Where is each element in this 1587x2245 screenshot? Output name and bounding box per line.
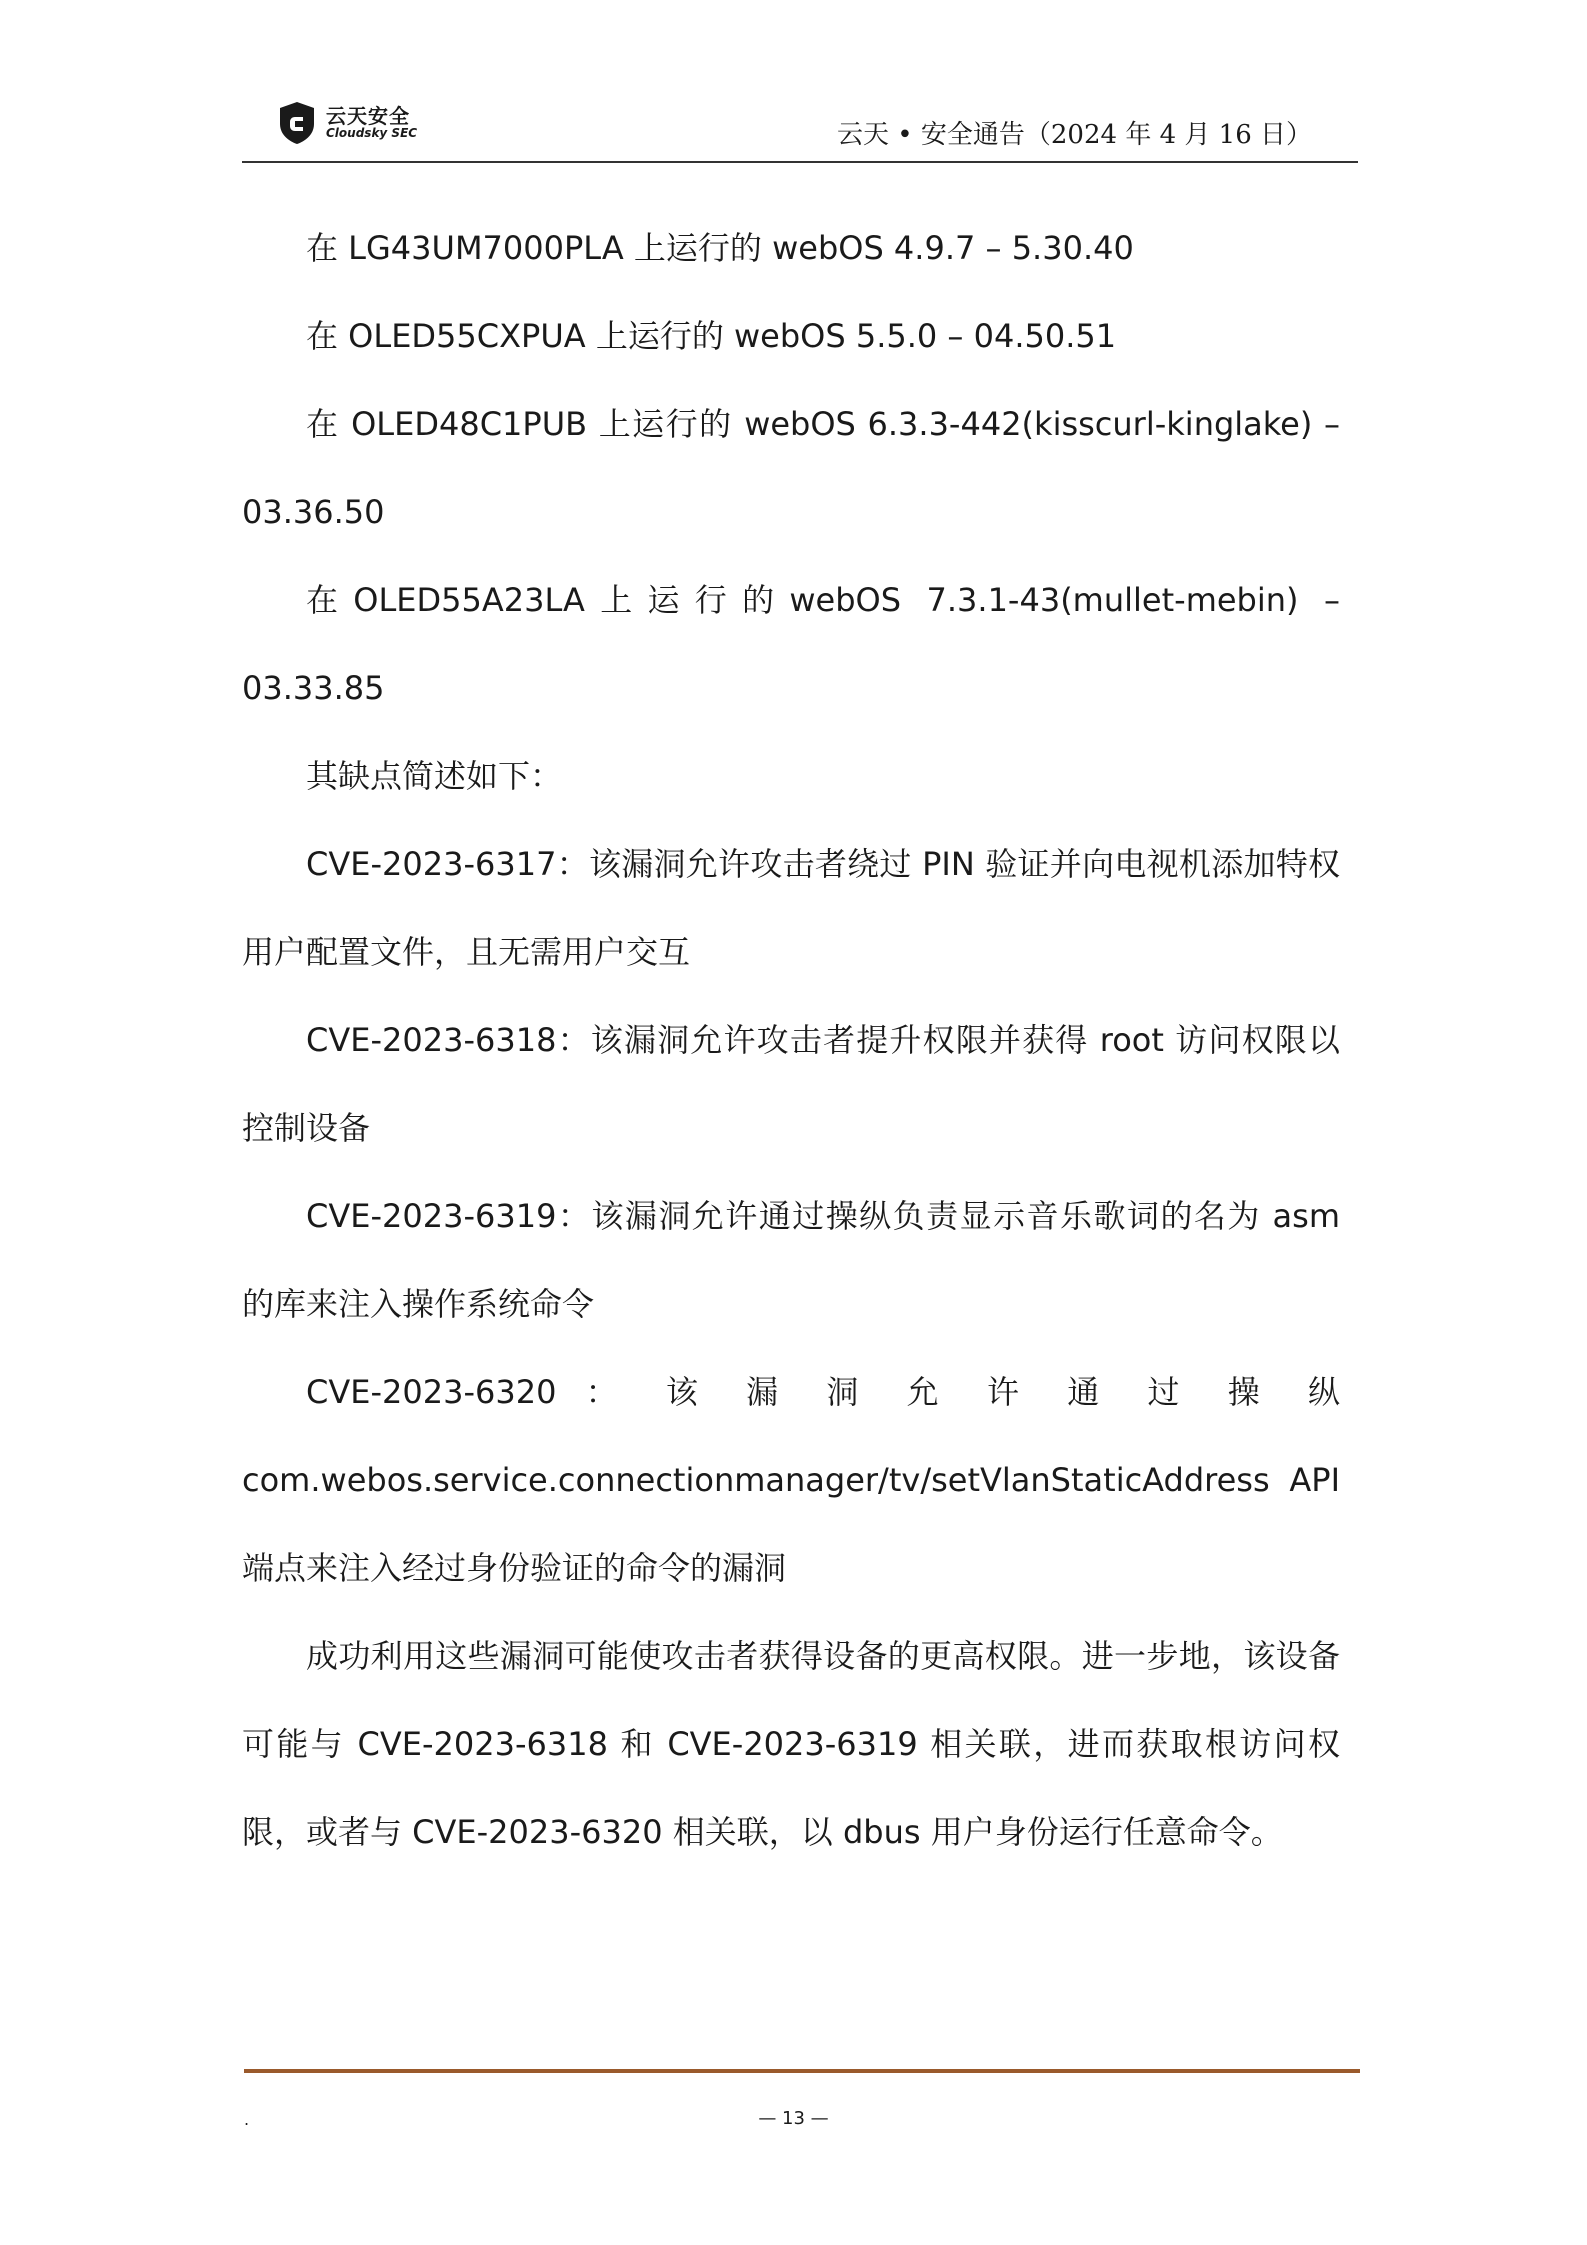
footer-divider (244, 2069, 1360, 2073)
paragraph-device-4: 在OLED55A23LA上运行的webOS 7.3.1-43(mullet-mebin) – 03.33.85 (242, 581, 1340, 707)
header-divider (242, 161, 1358, 163)
logo-english-text: Cloudsky SEC (326, 126, 418, 140)
paragraph-summary-intro: 其缺点简述如下： (306, 757, 563, 795)
shield-logo-icon (276, 100, 318, 146)
paragraph-device-1: 在 LG43UM7000PLA 上运行的 webOS 4.9.7 – 5.30.40 (306, 229, 1134, 267)
paragraph-device-2: 在 OLED55CXPUA 上运行的 webOS 5.5.0 – 04.50.51 (306, 317, 1117, 355)
page-number: — 13 — (758, 2108, 829, 2129)
paragraph-cve-6318: CVE-2023-6318：该漏洞允许攻击者提升权限并获得 root 访问权限以控制设备 (242, 1021, 1340, 1147)
header-title: 云天 • 安全通告（2024 年 4 月 16 日） (837, 120, 1312, 150)
paragraph-cve-6317: CVE-2023-6317：该漏洞允许攻击者绕过 PIN 验证并向电视机添加特权用户配置文件，且无需用户交互 (242, 845, 1340, 971)
company-logo (276, 100, 456, 146)
paragraph-device-3: 在 OLED48C1PUB 上运行的 webOS 6.3.3-442(kisscurl-kinglake) – 03.36.50 (242, 405, 1340, 531)
page-header (242, 96, 1358, 162)
logo-chinese-text: 云天安全 (326, 104, 410, 128)
paragraph-cve-6319: CVE-2023-6319：该漏洞允许通过操纵负责显示音乐歌词的名为 asm 的库来注入操作系统命令 (242, 1197, 1340, 1323)
footer-dot: . (244, 2110, 250, 2129)
paragraph-conclusion: 成功利用这些漏洞可能使攻击者获得设备的更高权限。进一步地，该设备可能与 CVE-2023-6318 和 CVE-2023-6319 相关联，进而获取根访问权限，或者与 CVE-2023-6320 相关联，以 dbus 用户身份运行任意命令。 (242, 1637, 1340, 1851)
document-body (242, 204, 1340, 1876)
paragraph-cve-6320: CVE-2023-6320 ： 该 漏 洞 允 许 通 过 操 纵 com.webos.service.connectionmanager/tv/setVlanStaticAddress API 端点来注入经过身份验证的命令的漏洞 (242, 1373, 1340, 1587)
